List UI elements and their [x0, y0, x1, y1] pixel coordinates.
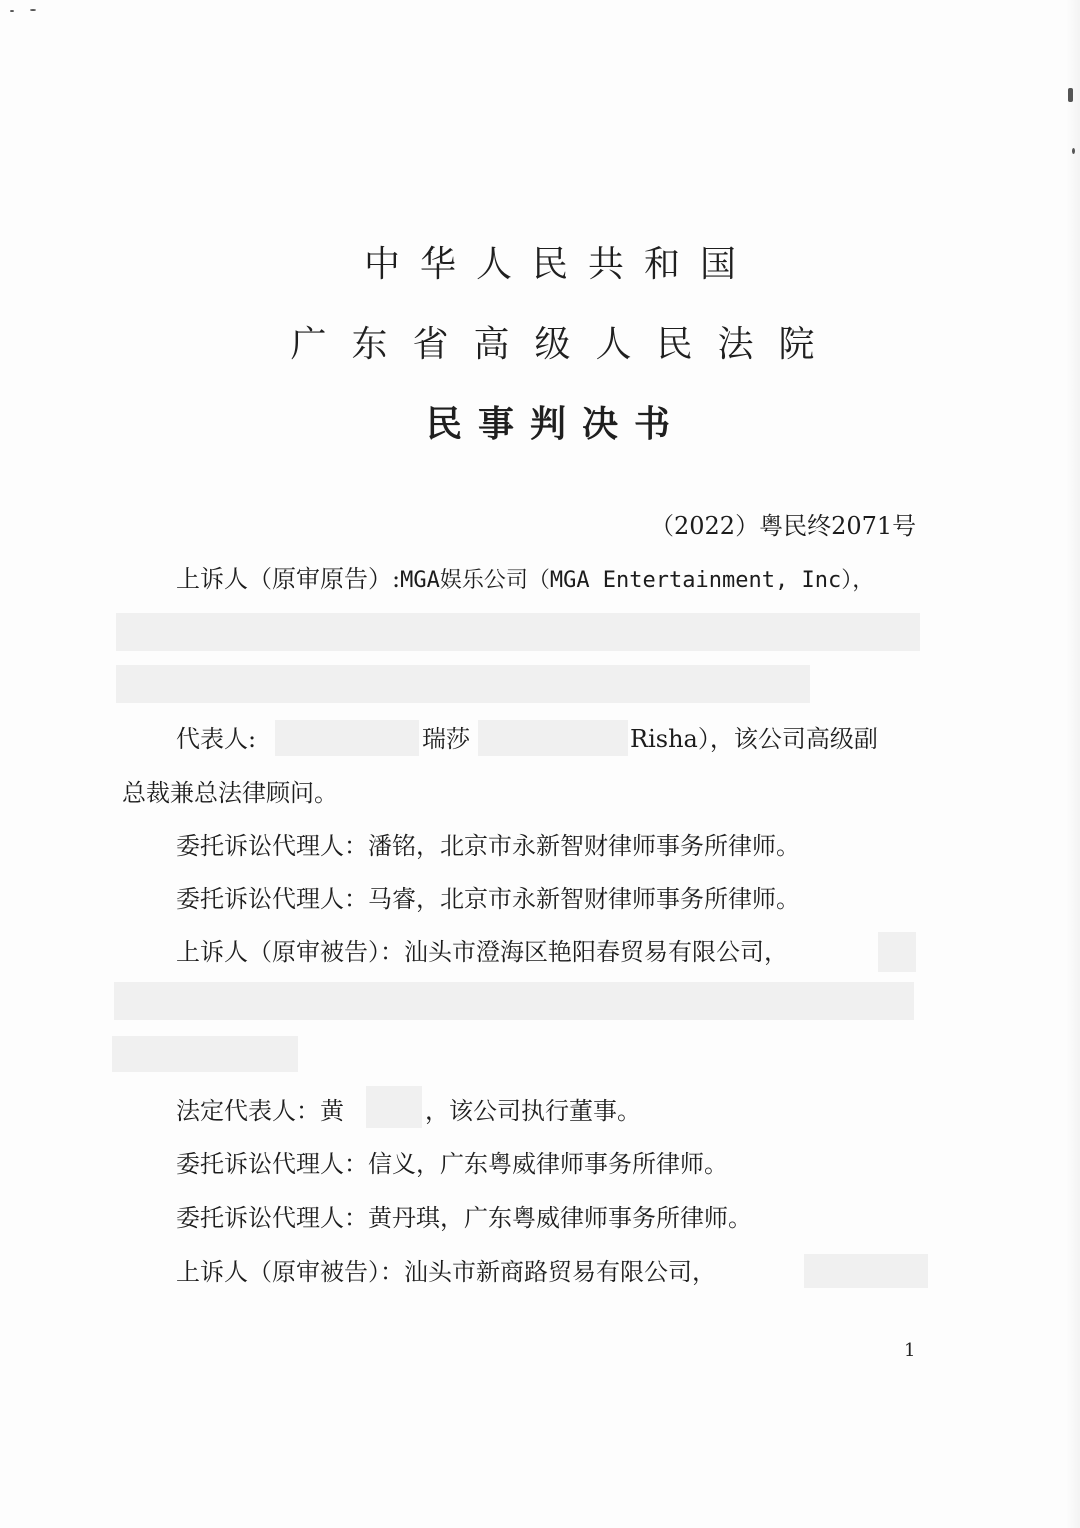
- redacted-block: [112, 1036, 298, 1072]
- document-type-title: 民事判决书: [425, 403, 686, 445]
- redacted-block: [366, 1086, 422, 1128]
- redacted-block: [116, 613, 920, 651]
- scan-speck: [1068, 88, 1073, 102]
- redacted-block: [478, 720, 628, 756]
- redacted-block: [878, 932, 916, 972]
- redacted-block: [804, 1254, 928, 1288]
- country-title: 中华人民共和国: [363, 244, 756, 285]
- agent-line-4: 委托诉讼代理人：黄丹琪，广东粤威律师事务所律师。: [176, 1204, 752, 1232]
- legal-rep-label: 法定代表人：黄: [176, 1097, 344, 1125]
- redacted-block: [114, 982, 914, 1020]
- representative-label: 代表人:: [176, 725, 257, 753]
- appellant1-name: MGA娱乐公司（MGA Entertainment, Inc），: [400, 568, 875, 593]
- agent-line-1: 委托诉讼代理人：潘铭，北京市永新智财律师事务所律师。: [176, 832, 800, 860]
- representative-name-part: 瑞莎: [422, 725, 470, 753]
- scan-edge-shadow: [1066, 0, 1080, 1528]
- representative-title-cont: 总裁兼总法律顾问。: [122, 779, 338, 807]
- appellant3-line: 上诉人（原审被告）：汕头市新商路贸易有限公司，: [176, 1258, 716, 1286]
- agent-line-2: 委托诉讼代理人：马睿，北京市永新智财律师事务所律师。: [176, 885, 800, 913]
- redacted-block: [275, 720, 419, 756]
- agent-line-3: 委托诉讼代理人：信义，广东粤威律师事务所律师。: [176, 1150, 728, 1178]
- appellant1-line: [176, 563, 874, 597]
- scan-speck: [1072, 148, 1075, 154]
- case-number: （2022）粤民终2071号: [650, 512, 917, 540]
- scan-speck: [30, 9, 36, 11]
- appellant2-line: 上诉人（原审被告）：汕头市澄海区艳阳春贸易有限公司，: [176, 938, 788, 966]
- appellant1-label: 上诉人（原审原告）:: [176, 565, 401, 593]
- representative-title: Risha），该公司高级副: [630, 725, 878, 753]
- redacted-block: [116, 665, 810, 703]
- court-title: 广东省高级人民法院: [290, 324, 840, 365]
- legal-rep-title: ，该公司执行董事。: [425, 1097, 641, 1125]
- scan-speck: [10, 10, 14, 12]
- page-number: 1: [904, 1340, 916, 1361]
